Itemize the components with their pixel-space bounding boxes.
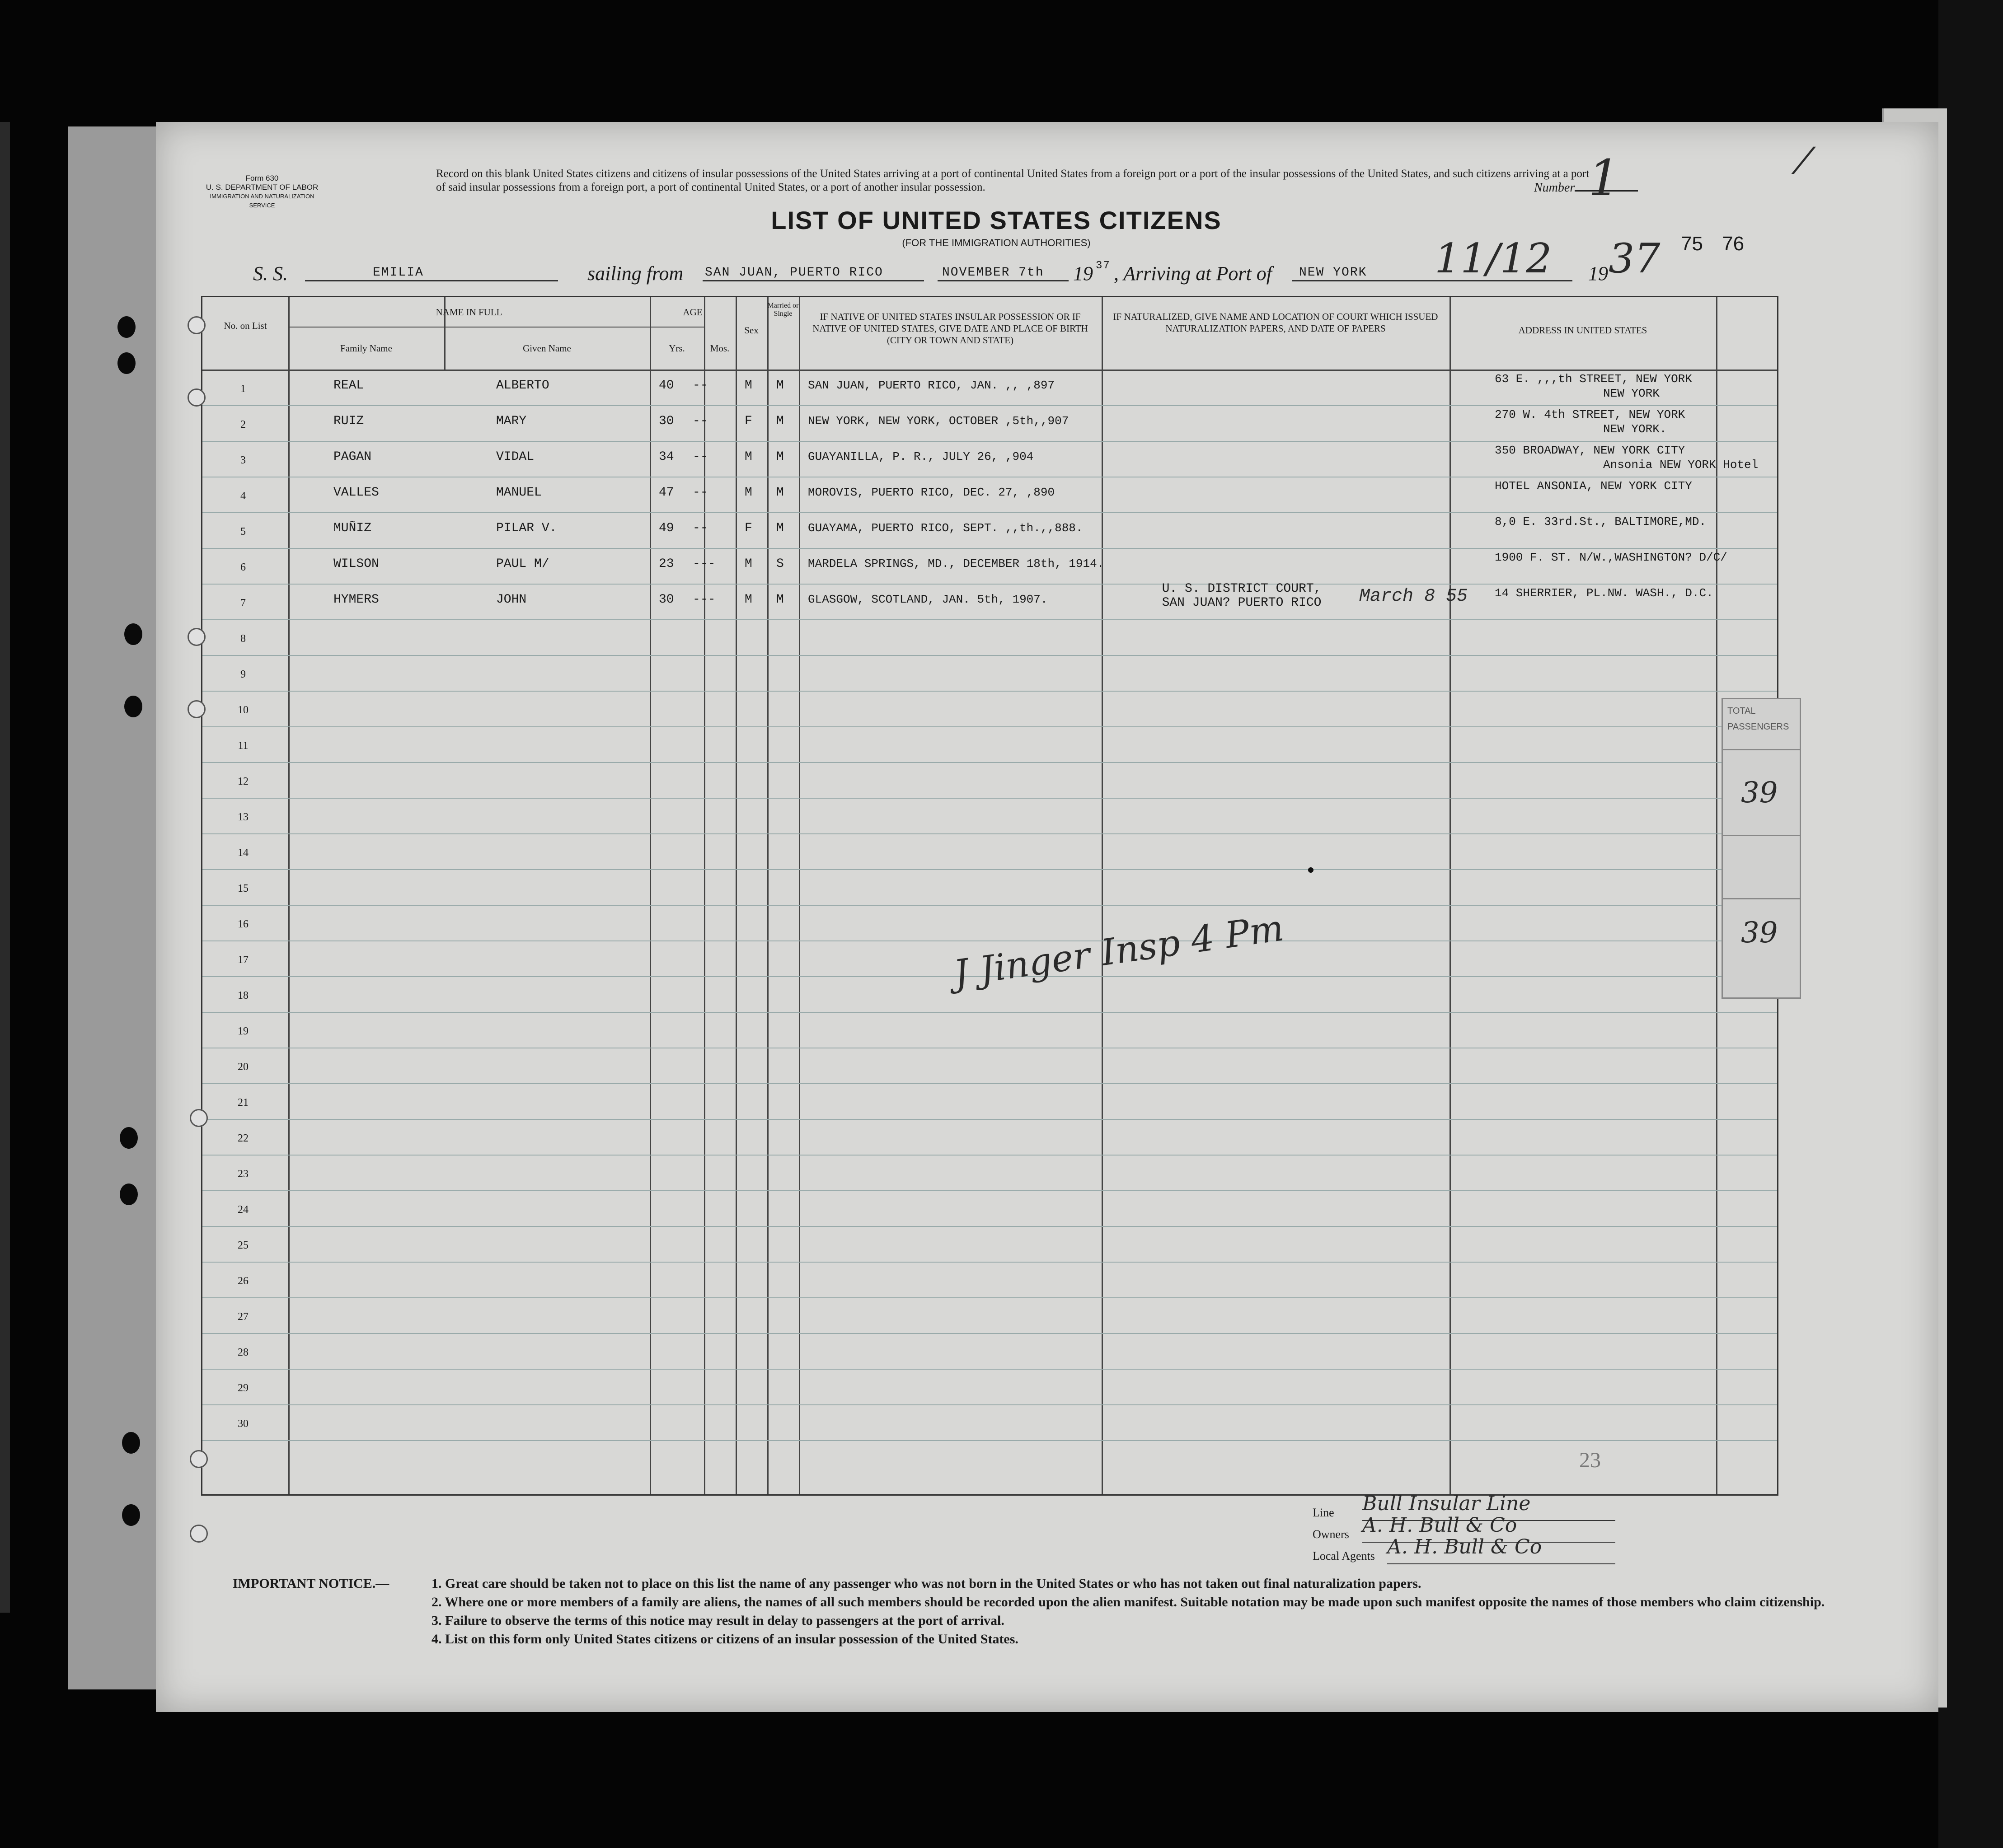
agents-label: Local Agents [1313,1549,1375,1563]
ring-hole [190,1525,208,1543]
row-number: 16 [238,918,249,930]
year-prefix: 19 [1073,262,1093,285]
line-label: Line [1313,1506,1334,1519]
cell-nat: U. S. DISTRICT COURT, SAN JUAN? PUERTO RICO [1162,582,1322,610]
cell-yrs: 49 [659,521,674,535]
row-rule [202,1083,1777,1084]
row-number: 5 [240,526,246,538]
record-instructions: Record on this blank United States citizens and citizens of insular possessions of the United States arriving at a port of continental United States from a foreign port or a port of the insular possessions of the United States, and such citizens arriving at a port of said insular possessions from a foreign port, a port of continental United States, or a port of another insular possession. [436,168,1590,193]
row-rule [202,1190,1777,1191]
page-number-a: 75 [1681,233,1703,255]
row-number: 15 [238,883,249,894]
port-from-blank [703,280,924,281]
ring-hole [190,1109,208,1127]
cell-mos: -- [693,414,708,428]
header-mos: Mos. [710,343,730,354]
service-name: IMMIGRATION AND NATURALIZATION SERVICE [210,193,314,209]
cell-ms: M [776,379,784,393]
cell-ms: M [776,593,784,607]
row-number: 14 [238,847,249,859]
adjacent-page-edge [0,122,10,1613]
row-rule [202,1404,1777,1405]
row-number: 30 [238,1418,249,1430]
cell-birth: GUAYAMA, PUERTO RICO, SEPT. ,,th.,,888. [808,521,1083,535]
sailing-label: sailing from [587,262,684,285]
cell-addr1: 350 BROADWAY, NEW YORK CITY [1495,444,1685,457]
row-number: 21 [238,1097,249,1109]
header-age: AGE [683,307,703,318]
row-number: 28 [238,1347,249,1358]
row-rule [202,1226,1777,1227]
punch-hole [122,1432,140,1454]
cell-sex: F [745,521,752,535]
punch-hole [117,316,136,338]
corner-mark: ⁄ [1801,140,1807,182]
cell-mos: -- [693,379,708,393]
tally-label-total: TOTAL [1727,706,1756,716]
cell-given: PILAR V. [496,521,557,535]
carrier-info [1313,1492,1542,1567]
row-rule [202,762,1777,763]
cell-yrs: 30 [659,414,674,428]
row-rule [202,691,1777,692]
row-rule [202,940,1777,941]
notice-heading: IMPORTANT NOTICE.— [233,1576,389,1591]
cell-sex: M [745,450,752,464]
cell-family: HYMERS [333,593,379,607]
cell-family: MUÑIZ [333,521,372,535]
cell-birth: MARDELA SPRINGS, MD., DECEMBER 18th, 1914. [808,557,1104,571]
page-count: 23 [1579,1448,1601,1472]
punch-hole [124,623,142,645]
row-number: 3 [240,454,246,466]
cell-mos: --- [693,557,716,571]
passenger-table [201,296,1778,1496]
ring-hole [188,388,206,407]
cell-birth: MOROVIS, PUERTO RICO, DEC. 27, ,890 [808,486,1055,499]
cell-given: ALBERTO [496,379,549,393]
row-rule [202,1119,1777,1120]
cell-addr2: NEW YORK [1603,387,1660,400]
row-number: 12 [238,776,249,787]
punch-hole [122,1504,140,1526]
number-label: Number [1534,181,1575,195]
ship-name: EMILIA [373,266,424,280]
port-from: SAN JUAN, PUERTO RICO [705,266,883,280]
header-birth: IF NATIVE OF UNITED STATES INSULAR POSSESSION OR IF NATIVE OF UNITED STATES, GIVE DATE AND PLACE OF BIRTH (CITY OR TOWN AND STATE) [812,311,1088,346]
cell-addr2: Ansonia NEW YORK Hotel [1603,458,1759,472]
cell-yrs: 40 [659,379,674,393]
header-sex: Sex [744,325,759,336]
cell-mos: -- [693,521,708,535]
cell-yrs: 30 [659,593,674,607]
cell-family: RUIZ [333,414,364,428]
row-rule [202,584,1777,585]
page-number-b: 76 [1722,233,1745,255]
row-rule [202,1369,1777,1370]
owners-label: Owners [1313,1528,1349,1541]
cell-addr1: 8,0 E. 33rd.St., BALTIMORE,MD. [1495,515,1707,529]
header-given-name: Given Name [523,343,571,354]
row-rule [202,798,1777,799]
scan-margin [1938,0,2003,1848]
cell-given: PAUL M/ [496,557,549,571]
cell-addr1: 14 SHERRIER, PL.NW. WASH., D.C. [1495,586,1713,600]
cell-ms: M [776,521,784,535]
row-number: 19 [238,1025,249,1037]
row-number: 22 [238,1132,249,1144]
row-number: 27 [238,1311,249,1323]
cell-sex: M [745,593,752,607]
row-number: 10 [238,704,249,716]
inspector-signature: J Jinger Insp 4 Pm [951,907,1286,995]
cell-mos: --- [693,593,716,607]
row-number: 6 [240,561,246,573]
number-field [1534,181,1638,195]
number-value: 1 [1588,149,1620,207]
ring-hole [188,628,206,646]
row-rule [202,1440,1777,1441]
row-number: 11 [238,740,249,752]
ship-blank [305,280,558,281]
header-married: Married or Single [767,302,799,318]
line-value: Bull Insular Line [1362,1493,1615,1521]
notice-item: 4. List on this form only United States citizens or citizens of an insular possession of the United States. [432,1632,1018,1647]
cell-sex: M [745,557,752,571]
cell-addr1: 270 W. 4th STREET, NEW YORK [1495,408,1685,421]
page-subtitle: (FOR THE IMMIGRATION AUTHORITIES) [902,237,1091,248]
ink-dot [1308,867,1313,873]
cell-nat_date: March 8 55 [1359,586,1468,607]
cell-birth: GLASGOW, SCOTLAND, JAN. 5th, 1907. [808,593,1048,606]
row-number: 9 [240,669,246,680]
notice-item: 2. Where one or more members of a family are aliens, the names of all such members should be recorded upon the alien manifest. Suitable notation may be made upon such manifest opposite the names of those members who claim citizenship. [432,1595,1825,1609]
cell-addr1: HOTEL ANSONIA, NEW YORK CITY [1495,479,1692,493]
row-rule [202,655,1777,656]
row-number: 18 [238,990,249,1001]
agents-value: A. H. Bull & Co [1387,1536,1615,1564]
row-rule [202,441,1777,442]
row-rule [202,405,1777,406]
cell-family: PAGAN [333,450,372,464]
page-title: LIST OF UNITED STATES CITIZENS [771,206,1222,234]
voyage-line [253,262,288,285]
row-number: 25 [238,1240,249,1251]
punch-hole [120,1184,138,1205]
cell-ms: M [776,414,784,428]
cell-yrs: 47 [659,486,674,500]
row-rule [202,905,1777,906]
department-name: U. S. DEPARTMENT OF LABOR [206,183,319,192]
cell-yrs: 23 [659,557,674,571]
row-number: 4 [240,490,246,502]
form-identifier [203,174,321,210]
cell-birth: NEW YORK, NEW YORK, OCTOBER ,5th,,907 [808,414,1069,428]
cell-ms: M [776,450,784,464]
arrival-year-suffix: 37 [1609,235,1661,282]
row-number: 23 [238,1168,249,1180]
cell-given: MANUEL [496,486,542,500]
header-family-name: Family Name [340,343,392,354]
tally-value-2: 39 [1741,916,1778,950]
row-number: 29 [238,1382,249,1394]
ring-hole [188,316,206,334]
cell-yrs: 34 [659,450,674,464]
cell-mos: -- [693,450,708,464]
notice-item: 3. Failure to observe the terms of this notice may result in delay to passengers at the port of arrival. [432,1613,1004,1628]
form-number: Form 630 [245,174,279,182]
ss-label: S. S. [253,262,288,285]
passenger-tally [1722,698,1801,999]
cell-sex: F [745,414,752,428]
row-number: 13 [238,811,249,823]
arriving-label: , Arriving at Port of [1114,262,1272,285]
date-blank [938,280,1069,281]
cell-given: JOHN [496,593,527,607]
cell-family: WILSON [333,557,379,571]
sailing-date: NOVEMBER 7th [942,266,1044,280]
cell-sex: M [745,379,752,393]
cell-addr1: 63 E. ,,,th STREET, NEW YORK [1495,372,1692,386]
notice-list [432,1574,1841,1648]
row-number: 24 [238,1204,249,1216]
row-number: 20 [238,1061,249,1073]
row-rule [202,1297,1777,1298]
header-name-in-full: NAME IN FULL [436,307,502,318]
row-rule [202,512,1777,513]
header-no-on-list: No. on List [224,320,267,331]
ring-hole [188,700,206,718]
row-number: 17 [238,954,249,966]
punch-hole [117,352,136,374]
punch-hole [124,696,142,717]
tally-label-passengers: PASSENGERS [1727,722,1789,732]
row-rule [202,619,1777,620]
punch-hole [120,1127,138,1149]
arrival-date: 11/12 [1435,235,1552,282]
cell-addr2: NEW YORK. [1603,422,1667,436]
cell-given: MARY [496,414,527,428]
row-rule [202,833,1777,834]
row-number: 2 [240,419,246,430]
row-rule [202,726,1777,727]
row-number: 26 [238,1275,249,1287]
cell-ms: M [776,486,784,500]
row-number: 7 [240,597,246,609]
port-to: NEW YORK [1299,266,1367,280]
cell-ms: S [776,557,784,571]
cell-family: REAL [333,379,364,393]
row-number: 8 [240,633,246,645]
row-number: 1 [240,383,246,395]
manifest-page [156,122,1938,1712]
row-rule [202,1012,1777,1013]
cell-mos: -- [693,486,708,500]
cell-sex: M [745,486,752,500]
cell-addr1: 1900 F. ST. N/W.,WASHINGTON? D/C/ [1495,551,1727,564]
header-address: ADDRESS IN UNITED STATES [1518,325,1647,336]
year-suffix: 37 [1096,260,1111,272]
cell-birth: GUAYANILLA, P. R., JULY 26, ,904 [808,450,1034,463]
owners-value: A. H. Bull & Co [1362,1515,1615,1543]
cell-birth: SAN JUAN, PUERTO RICO, JAN. ,, ,897 [808,379,1055,392]
header-yrs: Yrs. [669,343,685,354]
row-rule [202,1262,1777,1263]
cell-family: VALLES [333,486,379,500]
row-rule [202,1155,1777,1156]
cell-given: VIDAL [496,450,535,464]
row-rule [202,548,1777,549]
stamped-page-numbers [1681,233,1758,255]
arrival-year-prefix: 19 [1588,262,1608,285]
ring-hole [190,1450,208,1468]
header-naturalized: IF NATURALIZED, GIVE NAME AND LOCATION OF COURT WHICH ISSUED NATURALIZATION PAPERS, AND DATE OF PAPERS [1113,311,1438,334]
notice-item: 1. Great care should be taken not to place on this list the name of any passenger who was not born in the United States or who has not taken out final naturalization papers. [432,1576,1421,1591]
tally-value-1: 39 [1741,776,1778,809]
row-rule [202,869,1777,870]
row-rule [202,1333,1777,1334]
